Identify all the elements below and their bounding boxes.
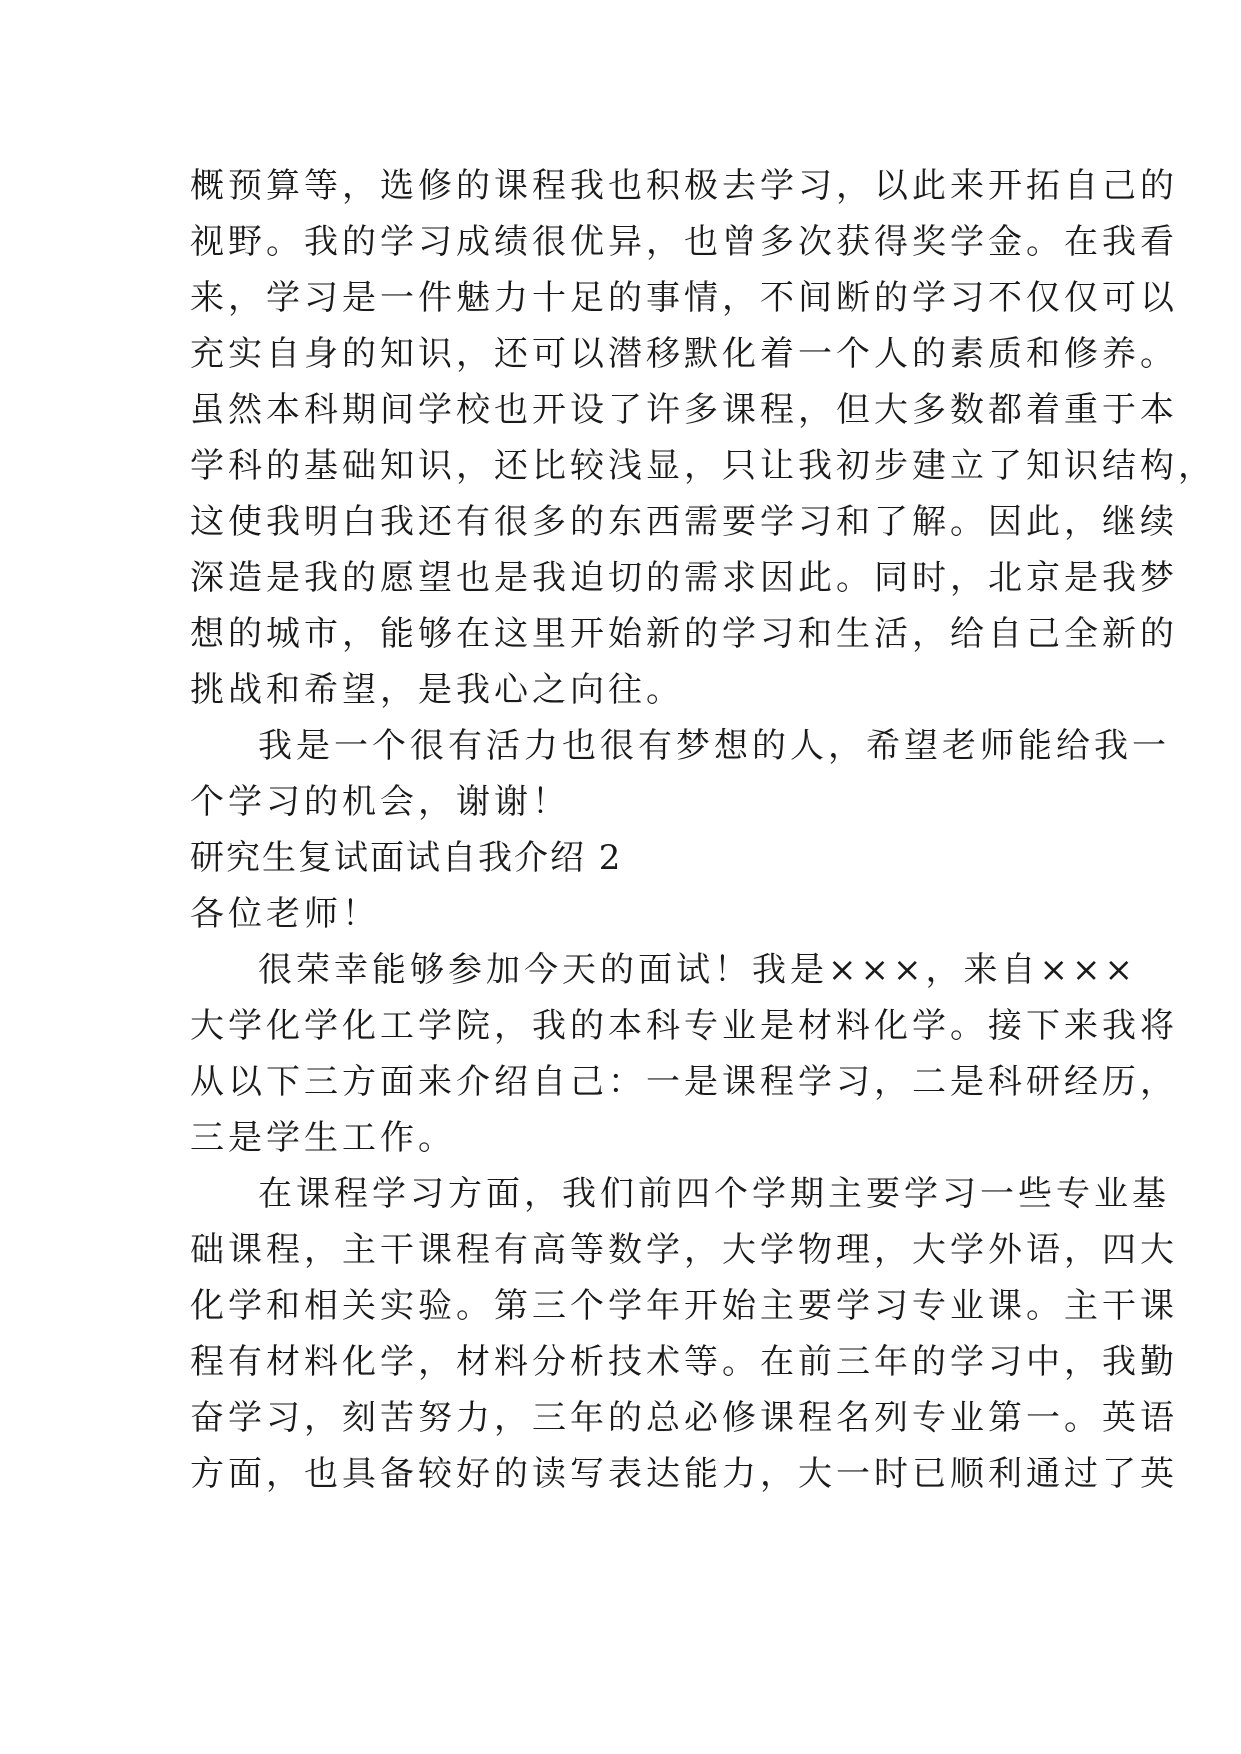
- paragraph-closing: [190, 718, 1170, 830]
- text-line: 虽然本科期间学校也开设了许多课程，但大多数都着重于本: [190, 390, 1178, 430]
- text-line: 概预算等，选修的课程我也积极去学习，以此来开拓自己的: [190, 166, 1178, 206]
- text-line: 充实自身的知识，还可以潜移默化着一个人的素质和修养。: [190, 334, 1178, 374]
- paragraph-introduction: [190, 942, 1178, 1166]
- text-line: 三是学生工作。: [190, 1118, 456, 1158]
- text-line: 挑战和希望，是我心之向往。: [190, 670, 684, 710]
- text-line: 个学习的机会，谢谢！: [190, 782, 570, 822]
- paragraph-coursework: [190, 1166, 1178, 1502]
- text-line: 础课程，主干课程有高等数学，大学物理，大学外语，四大: [190, 1230, 1178, 1270]
- salutation: 各位老师！: [190, 894, 380, 934]
- text-line: 这使我明白我还有很多的东西需要学习和了解。因此，继续: [190, 502, 1178, 542]
- text-line: 深造是我的愿望也是我迫切的需求因此。同时，北京是我梦: [190, 558, 1178, 598]
- text-line: 在课程学习方面，我们前四个学期主要学习一些专业基: [258, 1174, 1170, 1214]
- text-line: 程有材料化学，材料分析技术等。在前三年的学习中，我勤: [190, 1342, 1178, 1382]
- document-body: [190, 158, 1216, 1502]
- text-line: 从以下三方面来介绍自己：一是课程学习，二是科研经历，: [190, 1062, 1178, 1102]
- text-line: 化学和相关实验。第三个学年开始主要学习专业课。主干课: [190, 1286, 1178, 1326]
- text-line: 学科的基础知识，还比较浅显，只让我初步建立了知识结构，: [190, 446, 1216, 486]
- text-line: 很荣幸能够参加今天的面试！我是×××，来自×××: [258, 950, 1137, 990]
- text-line: 方面，也具备较好的读写表达能力，大一时已顺利通过了英: [190, 1454, 1178, 1494]
- text-line: 来，学习是一件魅力十足的事情，不间断的学习不仅仅可以: [190, 278, 1178, 318]
- text-line: 我是一个很有活力也很有梦想的人，希望老师能给我一: [258, 726, 1170, 766]
- text-line: 想的城市，能够在这里开始新的学习和生活，给自己全新的: [190, 614, 1178, 654]
- text-line: 奋学习，刻苦努力，三年的总必修课程名列专业第一。英语: [190, 1398, 1178, 1438]
- text-line: 视野。我的学习成绩很优异，也曾多次获得奖学金。在我看: [190, 222, 1178, 262]
- text-line: 大学化学化工学院，我的本科专业是材料化学。接下来我将: [190, 1006, 1178, 1046]
- section-title: 研究生复试面试自我介绍 2: [190, 838, 623, 878]
- paragraph-continued: [190, 158, 1216, 718]
